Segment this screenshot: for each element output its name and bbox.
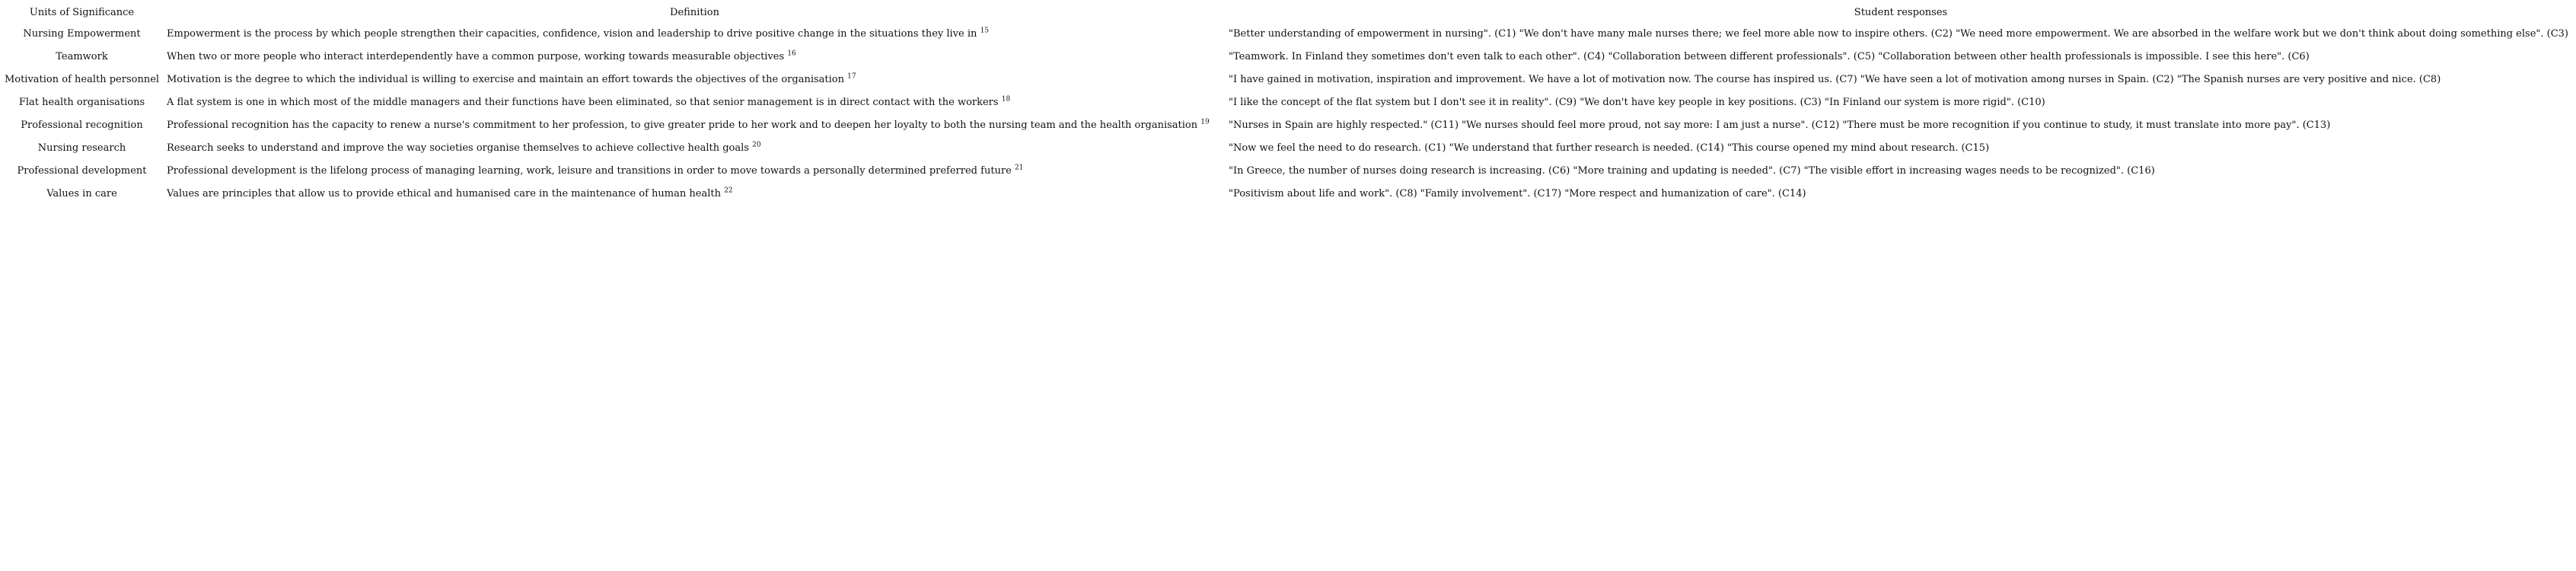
definition-cell [164,46,1226,69]
table-row [0,46,2576,69]
reference-number: 20 [752,141,761,149]
definition-cell [164,91,1226,114]
definition-cell [164,183,1226,206]
table-row [0,23,2576,46]
responses-cell: "Now we feel the need to do research. (C1) "We understand that further research is needed. (C14) "This course opened my mind about research. (C15) [1229,142,1990,154]
responses-cell: "Positivism about life and work". (C8) "Family involvement". (C17) "More respect and humanization of care". (C14) [1229,188,1806,199]
table-body [0,23,2576,206]
unit-cell: Motivation of health personnel [4,74,160,85]
reference-number: 19 [1200,118,1210,126]
definition-text: Professional development is the lifelong process of managing learning, work, leisure and transitions in order to move towards a personally determined preferred future [167,165,1012,177]
definition-cell [164,23,1226,46]
unit-cell: Professional development [17,165,147,177]
definition-text: Professional recognition has the capacity to renew a nurse's commitment to her profession, to give greater pride to her work and to deepen her loyalty to both the nursing team and the health organisation [167,120,1198,131]
definition-cell [164,114,1226,137]
unit-cell: Nursing research [37,142,126,154]
unit-cell: Teamwork [56,51,108,62]
definition-cell [164,69,1226,91]
table-row [0,183,2576,206]
definition-text: Empowerment is the process by which people strengthen their capacities, confidence, vision and leadership to drive positive change in the situations they live in [167,28,977,40]
unit-cell: Nursing Empowerment [23,28,141,40]
responses-cell: "In Greece, the number of nurses doing research is increasing. (C6) "More training and updating is needed". (C7) "The visible effort in increasing wages needs to be recognized". (C16) [1229,165,2155,177]
responses-cell: "Teamwork. In Finland they sometimes don't even talk to each other". (C4) "Collaboration between different professionals". (C5) "Collaboration between other health professionals is impossible. I see this here". (C6) [1229,51,2310,62]
definition-text: A flat system is one in which most of the middle managers and their functions have been eliminated, so that senior management is in direct contact with the workers [167,97,999,108]
responses-cell: "I like the concept of the flat system but I don't see it in reality". (C9) "We don't have key people in key positions. (C3) "In Finland our system is more rigid". (C10) [1229,97,2045,108]
reference-number: 16 [787,49,796,58]
definition-cell [164,160,1226,183]
definition-text: Motivation is the degree to which the individual is willing to exercise and maintain an effort towards the objectives of the organisation [167,74,844,85]
table-row [0,114,2576,137]
header-row [0,0,2576,23]
table-header [0,0,2576,23]
unit-cell: Flat health organisations [18,97,145,108]
reference-number: 18 [1001,95,1011,104]
table-row [0,91,2576,114]
reference-number: 21 [1014,164,1024,172]
responses-cell: "I have gained in motivation, inspiration and improvement. We have a lot of motivation now. The course has inspired us. (C7) "We have seen a lot of motivation among nurses in Spain. (C2) "The Spanish nurses are very positive and nice. (C8) [1229,74,2441,85]
table-row [0,69,2576,91]
definition-cell [164,137,1226,160]
header-definition: Definition [670,7,719,18]
responses-cell: "Better understanding of empowerment in nursing". (C1) "We don't have many male nurses there; we feel more able now to inspire others. (C2) "We need more empowerment. We are absorbed in the welfare work but we don't think about doing something else". (C3) [1229,28,2569,40]
responses-cell: "Nurses in Spain are highly respected." (C11) "We nurses should feel more proud, not say more: I am just a nurse". (C12) "There must be more recognition if you continue to study, it must translate into more pay". (C13) [1229,120,2331,131]
definition-text: Research seeks to understand and improve the way societies organise themselves to achieve collective health goals [167,142,749,154]
unit-cell: Professional recognition [21,120,143,131]
reference-number: 15 [980,27,990,35]
table-row [0,137,2576,160]
reference-number: 22 [724,187,733,195]
significance-table [0,0,2576,206]
table-row [0,160,2576,183]
unit-cell: Values in care [46,188,117,199]
definition-text: When two or more people who interact interdependently have a common purpose, working towards measurable objectives [167,51,785,62]
header-units: Units of Significance [29,7,135,18]
definition-text: Values are principles that allow us to provide ethical and humanised care in the maintenance of human health [167,188,721,199]
reference-number: 17 [847,72,856,81]
header-responses: Student responses [1854,7,1948,18]
